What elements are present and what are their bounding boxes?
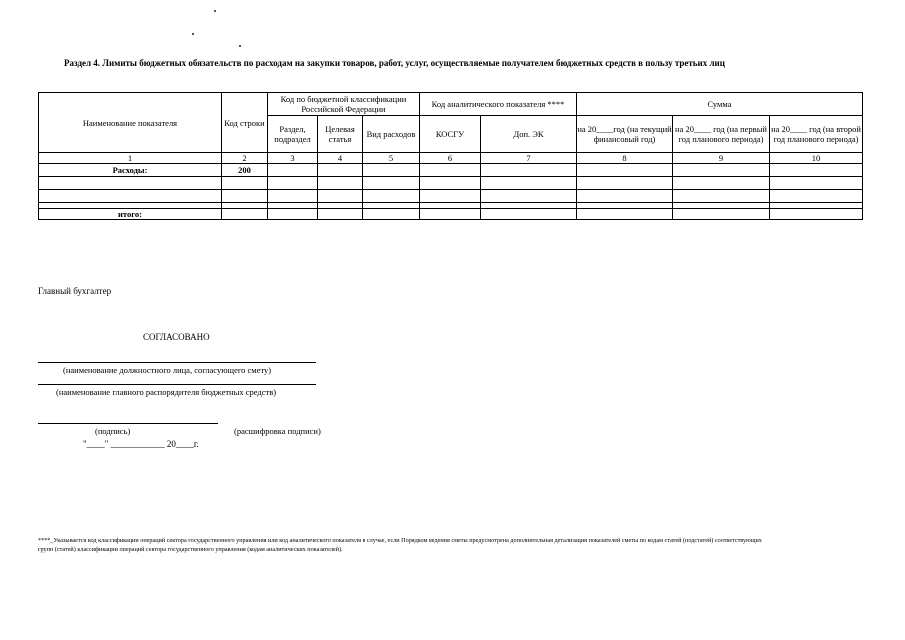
total-label: итого: — [39, 209, 222, 220]
table-cell[interactable] — [420, 177, 481, 190]
scan-speck — [239, 45, 241, 47]
column-number: 3 — [268, 153, 318, 164]
approved-label: СОГЛАСОВАНО — [143, 332, 210, 342]
header-year-plan2: на 20____ год (на второй год планового периода) — [770, 116, 863, 153]
header-year-plan1: на 20____ год (на первый год планового периода) — [673, 116, 770, 153]
table-cell[interactable] — [673, 209, 770, 220]
table-cell[interactable] — [481, 209, 577, 220]
table-cell[interactable] — [39, 177, 222, 190]
chief-accountant-label: Главный бухгалтер — [38, 286, 112, 296]
column-number: 5 — [363, 153, 420, 164]
header-budget-classification: Код по бюджетной классификации Российской Федерации — [268, 93, 420, 116]
table-cell[interactable] — [363, 190, 420, 203]
table-cell[interactable] — [420, 209, 481, 220]
table-cell[interactable] — [39, 190, 222, 203]
footnote: ****_Указывается код классификации операций сектора государственного управления или код аналитического показателя в случае, если Порядком ведения сметы предусмотрена дополнительная детализация показателей сметы по кодам статей (подстатей) соответствующих групп (статей) классификации операций сектора государственного управления (кодам аналитических показателей). — [38, 537, 762, 553]
table-cell[interactable] — [363, 177, 420, 190]
table-row — [39, 177, 863, 190]
column-number: 10 — [770, 153, 863, 164]
table-cell[interactable] — [222, 209, 268, 220]
scan-speck — [192, 33, 194, 35]
table-cell[interactable] — [268, 209, 318, 220]
signature-line[interactable] — [38, 423, 218, 424]
table-cell[interactable] — [420, 164, 481, 177]
header-razdel: Раздел, подраздел — [268, 116, 318, 153]
table-row — [39, 190, 863, 203]
table-cell[interactable] — [577, 190, 673, 203]
header-analytic-code: Код аналитического показателя **** — [420, 93, 577, 116]
column-number: 7 — [481, 153, 577, 164]
column-number: 2 — [222, 153, 268, 164]
column-number: 1 — [39, 153, 222, 164]
table-cell[interactable] — [318, 164, 363, 177]
header-target: Целевая статья — [318, 116, 363, 153]
table-cell[interactable] — [481, 190, 577, 203]
table-cell[interactable] — [222, 190, 268, 203]
header-sum: Сумма — [577, 93, 863, 116]
header-kosgu: КОСГУ — [420, 116, 481, 153]
table-cell[interactable] — [268, 177, 318, 190]
table-cell[interactable] — [268, 164, 318, 177]
table-row-total — [39, 209, 863, 220]
table-cell[interactable] — [770, 190, 863, 203]
table-cell[interactable] — [577, 177, 673, 190]
table-cell[interactable] — [222, 177, 268, 190]
table-cell[interactable] — [481, 177, 577, 190]
column-number: 8 — [577, 153, 673, 164]
official-name-caption: (наименование должностного лица, согласующего смету) — [63, 365, 272, 375]
manager-name-caption: (наименование главного распорядителя бюджетных средств) — [56, 387, 277, 397]
signature-decoding-caption: (расшифровка подписи) — [234, 426, 321, 436]
table-cell[interactable] — [268, 190, 318, 203]
limits-table — [38, 92, 863, 220]
table-cell[interactable] — [420, 190, 481, 203]
table-cell[interactable] — [481, 164, 577, 177]
column-number: 9 — [673, 153, 770, 164]
table-cell[interactable] — [577, 164, 673, 177]
table-cell[interactable] — [577, 209, 673, 220]
expenses-code: 200 — [222, 164, 268, 177]
header-vid: Вид расходов — [363, 116, 420, 153]
header-name: Наименование показателя — [39, 93, 222, 153]
table-cell[interactable] — [770, 177, 863, 190]
table-cell[interactable] — [318, 177, 363, 190]
section-title: Раздел 4. Лимиты бюджетных обязательств по расходам на закупки товаров, работ, услуг, осуществляемые получателем бюджетных средств в пользу третьих лиц — [64, 58, 725, 68]
date-line[interactable]: "____" ____________ 20____г. — [83, 439, 199, 449]
scan-speck — [214, 10, 216, 12]
table-cell[interactable] — [363, 209, 420, 220]
table-cell[interactable] — [770, 209, 863, 220]
table-cell[interactable] — [673, 177, 770, 190]
signature-caption: (подпись) — [95, 426, 131, 436]
official-name-line[interactable] — [38, 362, 316, 363]
table-cell[interactable] — [673, 164, 770, 177]
header-code: Код строки — [222, 93, 268, 153]
header-year-current: на 20____год (на текущий финансовый год) — [577, 116, 673, 153]
table-cell[interactable] — [673, 190, 770, 203]
manager-name-line[interactable] — [38, 384, 316, 385]
column-number: 6 — [420, 153, 481, 164]
expenses-label: Расходы: — [39, 164, 222, 177]
column-number-row — [39, 153, 863, 164]
table-cell[interactable] — [318, 190, 363, 203]
column-number: 4 — [318, 153, 363, 164]
table-cell[interactable] — [363, 164, 420, 177]
table-cell[interactable] — [318, 209, 363, 220]
header-dop-ek: Доп. ЭК — [481, 116, 577, 153]
table-row-expenses — [39, 164, 863, 177]
table-cell[interactable] — [770, 164, 863, 177]
